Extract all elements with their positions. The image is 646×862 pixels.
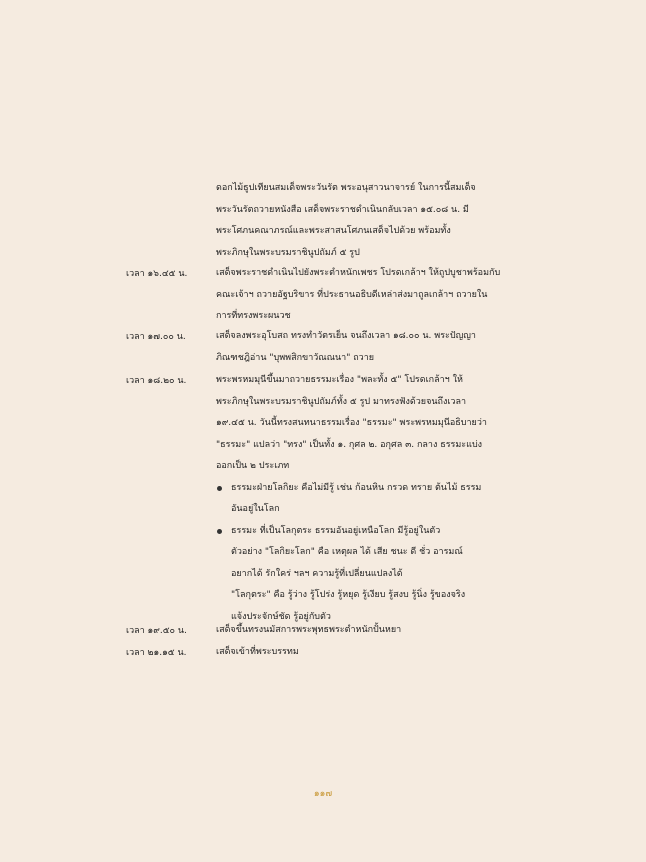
entry-line: ๑๙.๔๕ น. วันนี้ทรงสนทนาธรรมเรื่อง "ธรรมะ" พระพรหมมุนีอธิบายว่า <box>216 418 487 428</box>
intro-line: ดอกไม้ธูปเทียนสมเด็จพระวันรัต พระอนุสาวนาจารย์ ในการนี้สมเด็จ <box>216 183 476 193</box>
bullet-item <box>216 521 526 543</box>
entry-time: เวลา ๑๖.๔๕ น. <box>126 269 188 279</box>
entry-line: เสด็จเข้าที่พระบรรทม <box>216 647 299 657</box>
entry-text <box>216 620 526 642</box>
entry-text <box>216 326 526 369</box>
example-line: อยากได้ รักใคร่ ฯลฯ ความรู้ที่เปลี่ยนแปลงได้ <box>231 568 403 579</box>
entry-time: เวลา ๑๗.๐๐ น. <box>126 332 186 342</box>
example-line: "โลกุตระ" คือ รู้ว่าง รู้โปร่ง รู้หยุด รู้เงียบ รู้สงบ รู้นิ่ง รู้ของจริง <box>231 590 466 600</box>
entry-line: ภิณฑชฎิอ่าน "บุพพสิกขาวัณณนา" ถวาย <box>216 352 375 363</box>
intro-paragraph <box>216 178 526 264</box>
intro-line: พระภิกษุในพระบรมราชินูปถัมภ์ ๕ รูป <box>216 247 360 258</box>
entry-time: เวลา ๑๙.๕๐ น. <box>126 626 187 636</box>
entry-line: การที่ทรงพระผนวช <box>216 311 291 321</box>
entry-line: "ธรรมะ" แปลว่า "ทรง" เป็นทั้ง ๑. กุศล ๒. อกุศล ๓. กลาง ธรรมะแบ่ง <box>216 439 483 450</box>
entry-text <box>216 370 526 628</box>
intro-line: พระโศภนคณาภรณ์และพระสาสนโศภนเสด็จไปด้วย พร้อมทั้ง <box>216 226 451 236</box>
bullet-dot-icon <box>217 486 222 491</box>
entry-time: เวลา ๒๑.๑๕ น. <box>126 648 187 658</box>
entry-line: ออกเป็น ๒ ประเภท <box>216 461 290 471</box>
bullet-line: ธรรมะฝ่ายโลกิยะ คือไม่มีรู้ เช่น ก้อนหิน กรวด ทราย ต้นไม้ ธรรม <box>231 482 482 493</box>
entry-line: พระพรหมมุนีขึ้นมาถวายธรรมะเรื่อง "พละทั้ง ๕" โปรดเกล้าฯ ให้ <box>216 375 463 385</box>
bullet-dot-icon <box>217 529 222 534</box>
bullet-line: ธรรมะ ที่เป็นโลกุตระ ธรรมอันอยู่เหนือโลก มีรู้อยู่ในตัว <box>231 525 441 536</box>
entry-line: เสด็จลงพระอุโบสถ ทรงทำวัตรเย็น จนถึงเวลา ๑๘.๐๐ น. พระปัญญา <box>216 331 476 341</box>
bullet-line: อันอยู่ในโลก <box>231 504 280 514</box>
example-line: ตัวอย่าง "โลกิยะโลก" คือ เหตุผล ได้ เสีย ชนะ ดี ชั่ว อารมณ์ <box>231 547 463 557</box>
entry-line: พระภิกษุในพระบรมราชินูปถัมภ์ทั้ง ๕ รูป มาทรงฟังด้วยจนถึงเวลา <box>216 396 467 407</box>
example-line: แจ้งประจักษ์ชัด รู้อยู่กับตัว <box>231 611 331 622</box>
entry-text <box>216 263 526 328</box>
entry-line: คณะเจ้าฯ ถวายอัฐบริขาร ที่ประธานอธิบดีเหล่าส่งมาถูลเกล้าฯ ถวายใน <box>216 289 488 300</box>
entry-line: เสด็จพระราชดำเนินไปยังพระตำหนักเพชร โปรดเกล้าฯ ให้ถูปบูชาพร้อมกับ <box>216 268 501 278</box>
entry-time: เวลา ๑๘.๒๐ น. <box>126 376 187 386</box>
example-block <box>216 542 526 628</box>
entry-text <box>216 642 526 664</box>
intro-line: พระวันรัตถวายหนังสือ เสด็จพระราชดำเนินกลับเวลา ๑๕.๐๘ น. มี <box>216 204 469 215</box>
entry-line: เสด็จขึ้นทรงนมัสการพระพุทธพระตำหนักปั้นหยา <box>216 625 402 635</box>
page-number: ๑๑๗ <box>313 789 333 799</box>
bullet-item <box>216 478 526 521</box>
